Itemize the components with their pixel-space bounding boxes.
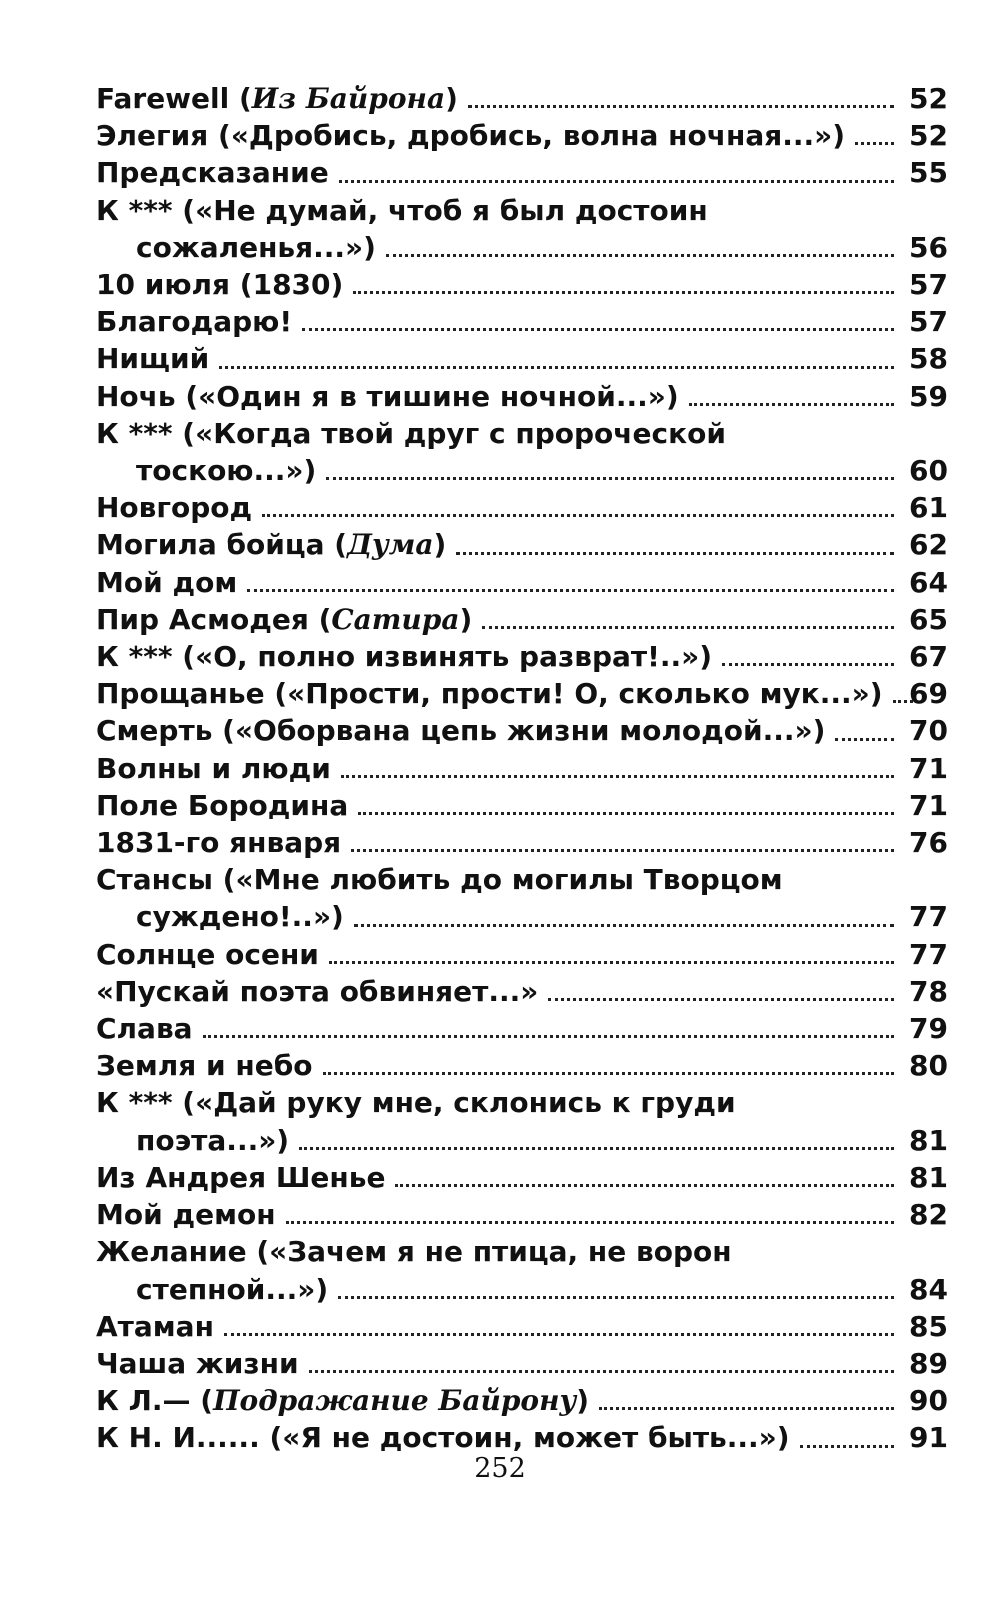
toc-entry[interactable]: [96, 1233, 948, 1307]
toc-entry[interactable]: [96, 303, 948, 340]
toc-entry-text: Чаша жизни: [96, 1346, 299, 1380]
toc-entry[interactable]: [96, 1419, 948, 1456]
toc-entry[interactable]: [96, 712, 948, 749]
toc-entry-title: [96, 1419, 904, 1456]
toc-entry-title: [96, 415, 904, 489]
toc-entry-text: Поле Бородина: [96, 788, 349, 822]
table-of-contents: [96, 80, 948, 1457]
toc-entry-subtitle: Из Байрона: [251, 82, 446, 115]
toc-entry-text: Земля и небо: [96, 1049, 313, 1083]
dot-leader: [302, 328, 894, 331]
toc-entry-text: Из Андрея Шенье: [96, 1160, 386, 1194]
dot-leader: [689, 403, 894, 406]
dot-leader: [800, 1445, 894, 1448]
toc-entry-title: [96, 787, 904, 824]
dot-leader: [395, 1184, 894, 1187]
toc-entry-label: [96, 564, 237, 601]
toc-entry[interactable]: [96, 638, 948, 675]
toc-entry-title-line: К *** («Когда твой друг с пророческой: [96, 416, 726, 450]
toc-entry-text: Элегия («Дробись, дробись, волна ночная...»): [96, 119, 845, 153]
toc-entry-page: 64: [909, 565, 948, 599]
toc-entry[interactable]: [96, 675, 948, 712]
toc-entry[interactable]: [96, 266, 948, 303]
toc-entry-title: [96, 489, 904, 526]
toc-entry-label: [96, 1159, 385, 1196]
toc-entry-label: [136, 452, 316, 489]
toc-entry-page: 85: [909, 1309, 948, 1343]
toc-entry-label: [96, 378, 679, 415]
toc-entry-title: [96, 378, 904, 415]
toc-entry-title: [96, 1382, 904, 1419]
toc-entry[interactable]: [96, 824, 948, 861]
toc-entry-title: [96, 861, 904, 935]
toc-entry-text: тоскою...»): [136, 454, 317, 488]
toc-entry[interactable]: [96, 1159, 948, 1196]
toc-entry-label: [96, 1196, 276, 1233]
toc-entry-page: 81: [909, 1160, 948, 1194]
toc-entry-page: 71: [909, 751, 948, 785]
dot-leader: [329, 961, 894, 964]
toc-entry-text: 1831-го января: [96, 826, 342, 860]
toc-entry-page: 77: [909, 937, 948, 971]
toc-entry[interactable]: [96, 1084, 948, 1158]
toc-entry-text-end: ): [445, 82, 458, 115]
toc-entry[interactable]: [96, 1010, 948, 1047]
toc-entry[interactable]: [96, 601, 948, 638]
toc-entry-text: Атаман: [96, 1309, 214, 1343]
toc-entry[interactable]: [96, 526, 948, 563]
toc-entry-title: [96, 564, 904, 601]
toc-entry-text: степной...»): [136, 1272, 329, 1306]
dot-leader: [722, 663, 894, 666]
dot-leader: [468, 105, 894, 108]
toc-entry-page: 70: [909, 714, 948, 748]
toc-entry-title: [96, 80, 904, 117]
toc-entry[interactable]: [96, 192, 948, 266]
toc-entry-page: 60: [909, 454, 948, 488]
toc-entry-label: [96, 1345, 299, 1382]
dot-leader: [353, 291, 894, 294]
dot-leader: [354, 924, 894, 927]
toc-entry-text: суждено!..»): [136, 900, 344, 934]
toc-entry[interactable]: [96, 936, 948, 973]
toc-entry-text: Farewell (: [96, 82, 252, 115]
toc-entry-page: 56: [909, 230, 948, 264]
toc-entry-page: 65: [909, 602, 948, 636]
dot-leader: [358, 812, 894, 815]
toc-entry-title-line: Желание («Зачем я не птица, не ворон: [96, 1235, 732, 1269]
toc-entry-label: [96, 526, 446, 563]
toc-entry-text: Пир Асмодея (: [96, 602, 332, 636]
toc-entry-page: 62: [909, 528, 948, 562]
toc-entry-text: К Н. И...... («Я не достоин, может быть...»): [96, 1421, 790, 1455]
toc-entry-text: К Л.— (: [96, 1384, 214, 1418]
toc-entry-page: 81: [909, 1123, 948, 1157]
toc-entry-title: [96, 675, 904, 712]
toc-entry-title-line: К *** («Не думай, чтоб я был достоин: [96, 193, 708, 227]
toc-entry-page: 71: [909, 788, 948, 822]
dot-leader: [286, 1221, 894, 1224]
toc-entry-label: [96, 303, 292, 340]
toc-entry-label: [96, 489, 252, 526]
toc-entry[interactable]: [96, 1345, 948, 1382]
toc-entry-page: 57: [909, 305, 948, 339]
toc-entry-page: 89: [909, 1346, 948, 1380]
toc-entry-label: [96, 154, 329, 191]
toc-entry-title: [96, 973, 904, 1010]
toc-entry-subtitle: Дума: [347, 528, 434, 562]
toc-entry-title: [96, 266, 904, 303]
dot-leader: [386, 254, 894, 257]
toc-entry-page: 78: [909, 974, 948, 1008]
dot-leader: [219, 366, 894, 369]
dot-leader: [456, 552, 894, 555]
toc-entry-label: [96, 750, 331, 787]
toc-entry-text: Предсказание: [96, 156, 329, 190]
toc-entry-page: 77: [909, 900, 948, 934]
toc-entry-text: «Пускай поэта обвиняет...»: [96, 974, 539, 1008]
toc-entry-title: [96, 1345, 904, 1382]
toc-entry-label: [96, 601, 472, 638]
toc-entry-text: Новгород: [96, 491, 253, 525]
toc-entry-text: Смерть («Оборвана цепь жизни молодой...»): [96, 714, 826, 748]
toc-entry-title: [96, 712, 904, 749]
toc-entry-page: 79: [909, 1012, 948, 1046]
toc-entry-text-end: ): [576, 1384, 590, 1418]
toc-entry-text: Солнце осени: [96, 937, 319, 971]
dot-leader: [323, 1072, 895, 1075]
toc-entry-text: Могила бойца (: [96, 528, 348, 562]
toc-entry-title: [96, 750, 904, 787]
toc-entry-title: [96, 1084, 904, 1158]
toc-entry[interactable]: [96, 340, 948, 377]
dot-leader: [482, 626, 894, 629]
toc-entry-text: Слава: [96, 1012, 193, 1046]
dot-leader: [338, 1296, 894, 1299]
toc-entry-label: [96, 712, 825, 749]
toc-entry-label: [96, 973, 538, 1010]
toc-entry-text: поэта...»): [136, 1123, 290, 1157]
toc-entry-title: [96, 1233, 904, 1307]
toc-entry-title: [96, 601, 904, 638]
toc-entry-page: 82: [909, 1198, 948, 1232]
toc-entry-label: [96, 1010, 193, 1047]
toc-entry-label: [96, 675, 883, 712]
toc-entry-label: [136, 1271, 328, 1308]
toc-entry[interactable]: [96, 564, 948, 601]
toc-entry[interactable]: [96, 1047, 948, 1084]
toc-entry-text: 10 июля (1830): [96, 268, 344, 302]
dot-leader: [203, 1035, 894, 1038]
toc-entry[interactable]: [96, 117, 948, 154]
toc-entry-title-line: К *** («Дай руку мне, склонись к груди: [96, 1086, 736, 1120]
toc-entry-title: [96, 340, 904, 377]
toc-entry[interactable]: [96, 1308, 948, 1345]
dot-leader: [835, 738, 894, 741]
toc-entry-title: [96, 192, 904, 266]
toc-entry-subtitle: Подражание Байрону: [213, 1384, 577, 1418]
toc-entry-text: Ночь («Один я в тишине ночной...»): [96, 379, 679, 413]
dot-leader: [299, 1147, 894, 1150]
toc-entry[interactable]: [96, 154, 948, 191]
toc-entry-title: [96, 1196, 904, 1233]
toc-entry-text: Прощанье («Прости, прости! О, сколько мук...»): [96, 677, 883, 711]
dot-leader: [351, 849, 894, 852]
dot-leader: [341, 775, 894, 778]
toc-entry-text-end: ): [433, 528, 447, 562]
toc-entry-page: 52: [909, 119, 948, 153]
dot-leader: [339, 180, 894, 183]
dot-leader: [326, 477, 894, 480]
toc-entry-text: К *** («О, полно извинять разврат!..»): [96, 640, 713, 674]
dot-leader: [247, 589, 894, 592]
toc-entry-page: 90: [909, 1384, 948, 1418]
toc-entry-page: 52: [909, 82, 948, 115]
toc-entry-title: [96, 1159, 904, 1196]
toc-entry-label: [136, 1122, 289, 1159]
toc-entry[interactable]: [96, 80, 948, 117]
toc-entry[interactable]: [96, 378, 948, 415]
dot-leader: [855, 142, 894, 145]
toc-entry-label: [136, 229, 376, 266]
toc-entry-title: [96, 117, 904, 154]
toc-entry-label: [96, 936, 319, 973]
toc-entry-title: [96, 1308, 904, 1345]
toc-entry-title: [96, 936, 904, 973]
toc-entry[interactable]: [96, 861, 948, 935]
toc-entry-title: [96, 638, 904, 675]
toc-entry-page: 61: [909, 491, 948, 525]
toc-entry-label: [96, 340, 209, 377]
toc-entry-page: 69: [909, 677, 948, 711]
toc-entry-text: Волны и люди: [96, 751, 331, 785]
toc-entry-label: [136, 898, 344, 935]
toc-entry-label: [96, 80, 458, 117]
toc-entry[interactable]: [96, 1196, 948, 1233]
toc-entry-title: [96, 154, 904, 191]
toc-entry[interactable]: [96, 973, 948, 1010]
toc-entry-title: [96, 303, 904, 340]
dot-leader: [548, 998, 894, 1001]
toc-entry-label: [96, 638, 712, 675]
toc-entry-text: Мой дом: [96, 565, 238, 599]
dot-leader: [262, 514, 894, 517]
toc-entry-page: 58: [909, 342, 948, 376]
toc-entry-page: 91: [909, 1421, 948, 1455]
toc-entry-label: [96, 1382, 589, 1419]
toc-entry-page: 59: [909, 379, 948, 413]
toc-entry-text-end: ): [459, 602, 473, 636]
dot-leader: [599, 1407, 894, 1410]
toc-entry-page: 67: [909, 640, 948, 674]
toc-entry[interactable]: [96, 1382, 948, 1419]
toc-entry-label: [96, 1308, 214, 1345]
toc-entry-label: [96, 1419, 790, 1456]
toc-entry-title-line: Стансы («Мне любить до могилы Творцом: [96, 863, 783, 897]
toc-entry-label: [96, 266, 343, 303]
toc-entry-title: [96, 1010, 904, 1047]
page-number: 252: [474, 1453, 526, 1484]
toc-entry-title: [96, 824, 904, 861]
toc-entry-title: [96, 526, 904, 563]
toc-entry-page: 76: [909, 826, 948, 860]
toc-entry-label: [96, 787, 348, 824]
toc-entry[interactable]: [96, 415, 948, 489]
toc-entry-title: [96, 1047, 904, 1084]
toc-entry-text: Нищий: [96, 342, 210, 376]
toc-entry-text: сожаленья...»): [136, 230, 376, 264]
toc-entry[interactable]: [96, 489, 948, 526]
toc-entry[interactable]: [96, 750, 948, 787]
toc-entry-page: 55: [909, 156, 948, 190]
toc-entry[interactable]: [96, 787, 948, 824]
toc-entry-subtitle: Сатира: [331, 602, 460, 636]
toc-entry-page: 84: [909, 1272, 948, 1306]
toc-entry-text: Благодарю!: [96, 305, 293, 339]
toc-entry-page: 57: [909, 268, 948, 302]
toc-entry-label: [96, 824, 341, 861]
dot-leader: [224, 1333, 894, 1336]
toc-entry-label: [96, 117, 845, 154]
toc-entry-label: [96, 1047, 313, 1084]
dot-leader: [309, 1370, 894, 1373]
toc-entry-page: 80: [909, 1049, 948, 1083]
toc-entry-text: Мой демон: [96, 1198, 276, 1232]
